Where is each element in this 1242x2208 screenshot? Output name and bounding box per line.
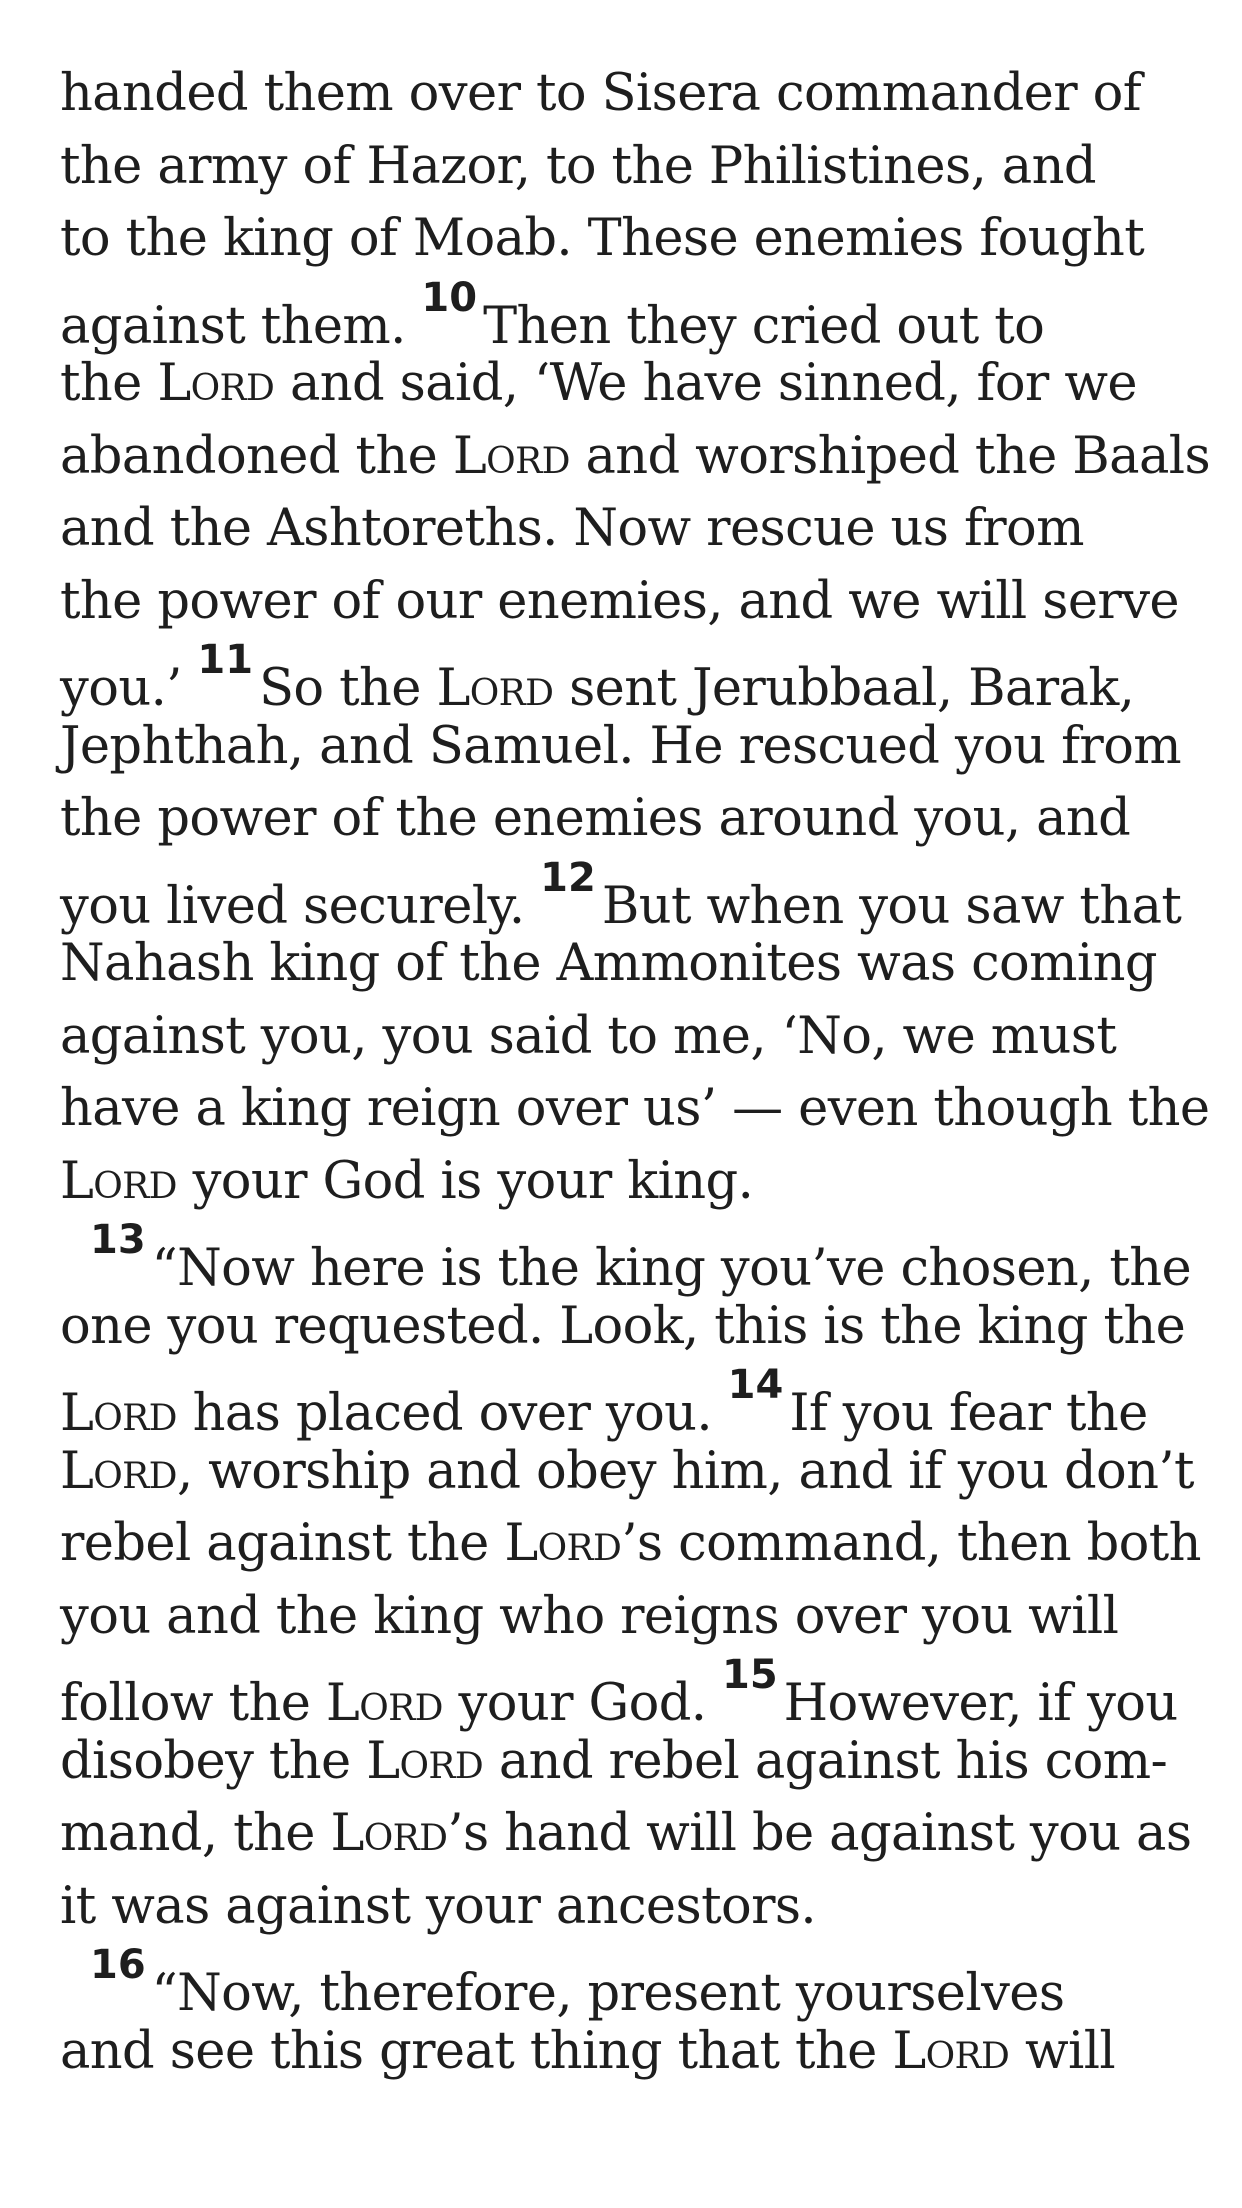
lord-word: Lord (60, 1151, 177, 1211)
text-line: Lord your God is your king. (60, 1151, 754, 1211)
text-line: handed them over to Sisera commander of (60, 64, 1142, 123)
text-line: $^{16}$ “Now, therefore, present yourselves (90, 1942, 1065, 2023)
text-line: you lived securely. $^{12}$ But when you saw that (60, 854, 1182, 936)
verse-number: 10 (421, 274, 478, 321)
text-line: to the king of Moab. These enemies fought (60, 209, 1145, 268)
text-line: against you, you said to me, ‘No, we must (60, 1006, 1117, 1066)
text-line: follow the Lord your God. $^{15}$ However, if you (60, 1652, 1178, 1733)
lord-word: Lord (366, 1731, 484, 1791)
lord-word: Lord (60, 1441, 177, 1501)
scripture-text (60, 58, 1211, 2088)
text-line: disobey the Lord and rebel against his com- (60, 1731, 1168, 1791)
text-line: have a king reign over us’ — even though the (60, 1079, 1210, 1138)
lord-word: Lord (452, 426, 570, 486)
text-line: you.’ $^{11}$ So the Lord sent Jerubbaal, Barak, (60, 637, 1135, 718)
lord-word: Lord (325, 1674, 443, 1733)
text-line: one you requested. Look, this is the king the (60, 1296, 1186, 1356)
lord-word: Lord (892, 2021, 1010, 2081)
verse-number: 14 (727, 1362, 784, 1408)
text-line: Lord has placed over you. $^{14}$ If you fear the (60, 1362, 1148, 1443)
verse-number: 12 (540, 854, 596, 901)
verse-number: 13 (90, 1217, 146, 1263)
text-line: and the Ashtoreths. Now rescue us from (60, 499, 1084, 558)
lord-word: Lord (157, 354, 275, 413)
text-line: the army of Hazor, to the Philistines, and (60, 136, 1096, 196)
text-line: abandoned the Lord and worshiped the Baals (60, 426, 1211, 486)
text-line: mand, the Lord’s hand will be against you as (60, 1804, 1192, 1863)
lord-word: Lord (504, 1514, 622, 1573)
text-line: the power of the enemies around you, and (60, 789, 1131, 848)
text-line: Jephthah, and Samuel. He rescued you from (60, 716, 1182, 776)
text-line: the Lord and said, ‘We have sinned, for we (60, 354, 1137, 413)
text-line: it was against your ancestors. (60, 1876, 817, 1936)
lord-word: Lord (60, 1384, 177, 1443)
text-line: you and the king who reigns over you will (60, 1586, 1119, 1646)
text-line: the power of our enemies, and we will serve (60, 571, 1179, 631)
text-line: rebel against the Lord’s command, then both (60, 1514, 1201, 1573)
text-line: $^{13}$ “Now here is the king you’ve chosen, the (90, 1217, 1192, 1298)
verse-number: 11 (197, 637, 254, 683)
text-line: Lord, worship and obey him, and if you don’t (60, 1441, 1194, 1501)
lord-word: Lord (436, 659, 554, 718)
text-line: Nahash king of the Ammonites was coming (60, 934, 1157, 993)
verse-number: 15 (721, 1652, 778, 1698)
text-line: against them. $^{10}$ Then they cried out to (60, 274, 1045, 356)
text-line: and see this great thing that the Lord will (60, 2021, 1116, 2081)
verse-number: 16 (90, 1942, 146, 1988)
lord-word: Lord (330, 1804, 448, 1863)
